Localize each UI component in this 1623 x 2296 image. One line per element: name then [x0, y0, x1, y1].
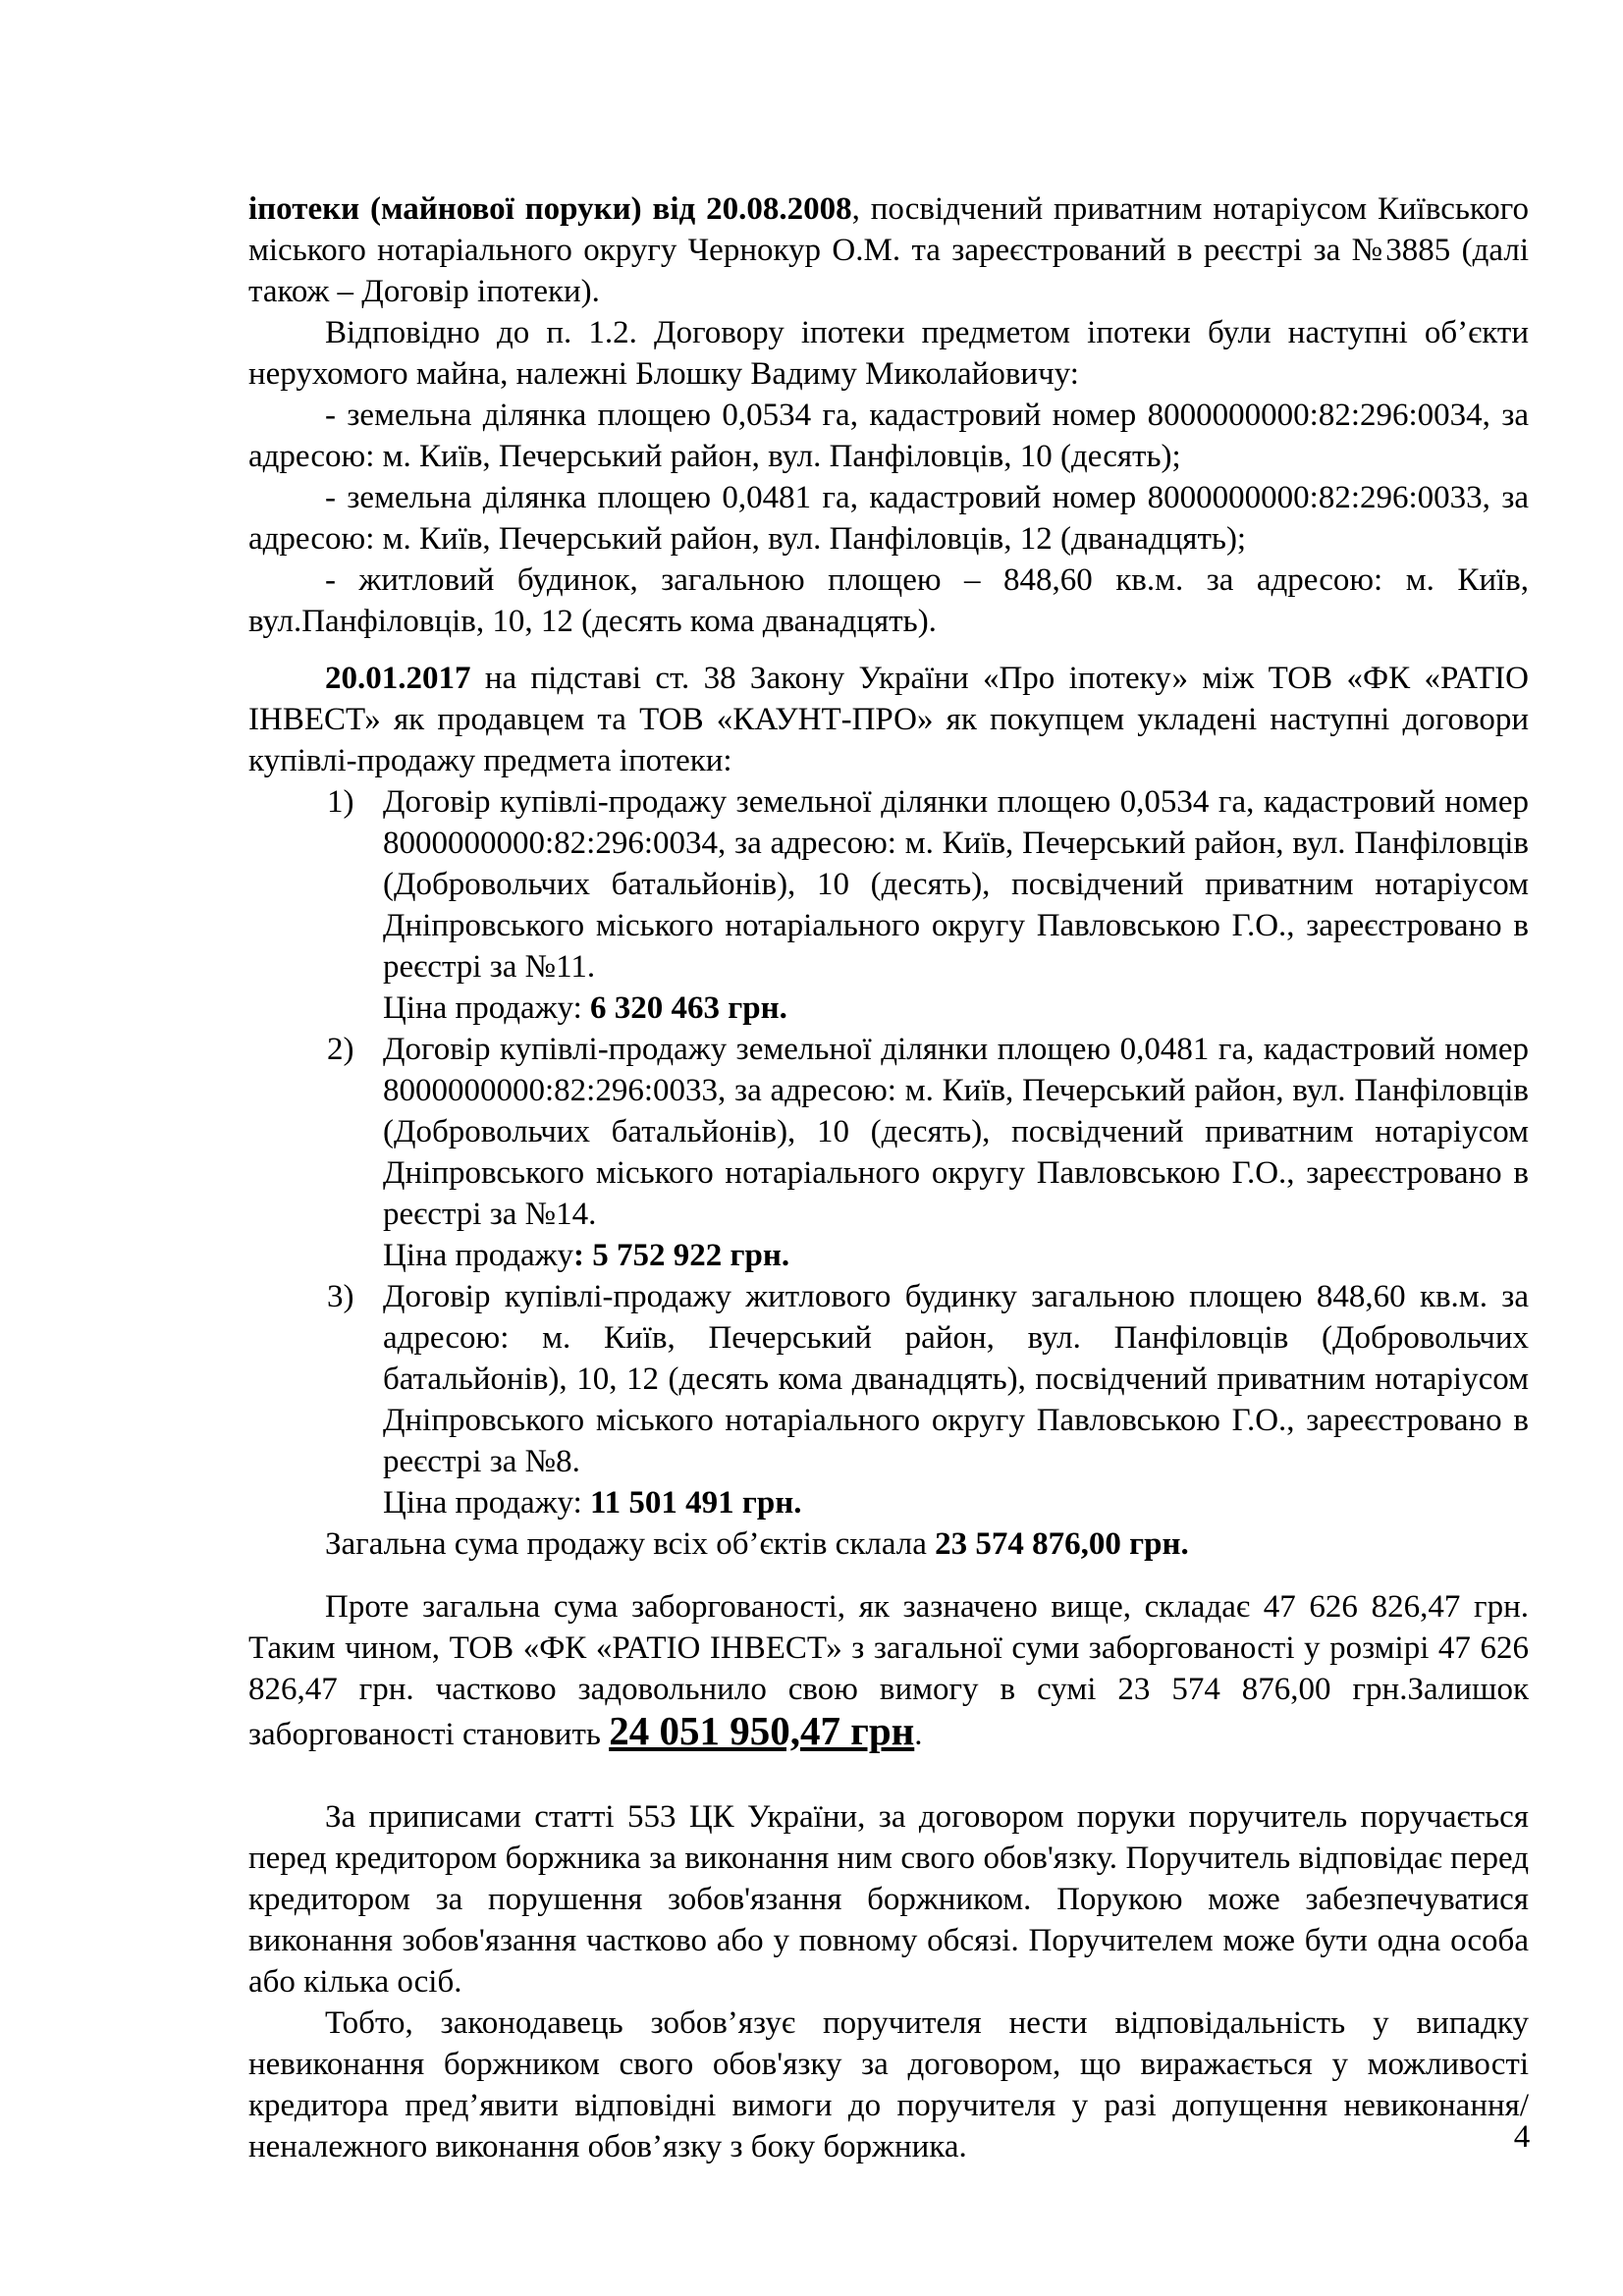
- price-value-2: : 5 752 922 грн.: [573, 1238, 790, 1273]
- contract-item-1-text: Договір купівлі-продажу земельної ділянки площею 0,0534 га, кадастровий номер 8000000000:82:296:0034, за адресою: м. Київ, Печерський район, вул. Панфіловців (Добровольчих батальйонів), 10 (десять), посвідчений приватним нотаріусом Дніпровського міського нотаріального округу Павловською Г.О., зареєстровано в реєстрі за №11.: [383, 784, 1529, 985]
- price-label-2: Ціна продажу: [383, 1238, 574, 1273]
- paragraph-sale-contracts-intro: [248, 658, 1529, 781]
- list-marker-1: 1): [327, 784, 354, 820]
- price-label-1: Ціна продажу:: [383, 990, 590, 1026]
- total-sum-value: 23 574 876,00 грн.: [935, 1526, 1189, 1562]
- debt-balance-highlight: 24 051 950,47 грн: [609, 1708, 915, 1753]
- bold-run-agreement-date: іпотеки (майнової поруки) від 20.08.2008: [248, 191, 852, 227]
- bold-run-contracts-date: 20.01.2017: [325, 661, 471, 696]
- contract-item-3-price: [383, 1482, 1529, 1523]
- text-run-debt-part2: .: [914, 1717, 923, 1752]
- paragraph-mortgage-agreement: [248, 188, 1529, 312]
- price-value-1: 6 320 463 грн.: [590, 990, 787, 1026]
- contract-item-2-price: [383, 1235, 1529, 1276]
- page-number: 4: [1513, 2119, 1531, 2155]
- price-label-3: Ціна продажу:: [383, 1485, 590, 1521]
- paragraph-article-553: За приписами статті 553 ЦК України, за договором поруки поручитель поручається перед кредитором боржника за виконання ним свого обов'язку. Поручитель відповідає перед кредитором за порушення зобов'язання боржником. Порукою може забезпечуватися виконання зобов'язання частково або у повному обсязі. Поручителем може бути одна особа або кілька осіб.: [248, 1799, 1529, 2000]
- paragraph-guarantor-liability: Тобто, законодавець зобов’язує поручителя нести відповідальність у випадку невиконання боржником свого обов'язку за договором, що виражається у можливості кредитора пред’явити відповідні вимоги до поручителя у разі допущення невиконання/неналежного виконання обов’язку з боку боржника.: [248, 2005, 1529, 2164]
- bullet-land-plot-0534: - земельна ділянка площею 0,0534 га, кадастровий номер 8000000000:82:296:0034, за адресою: м. Київ, Печерський район, вул. Панфіловців, 10 (десять);: [248, 398, 1529, 474]
- contract-item-2: [248, 1029, 1529, 1276]
- text-run-contracts-rest: на підставі ст. 38 Закону України «Про іпотеку» між ТОВ «ФК «РАТІО ІНВЕСТ» як продавцем та ТОВ «КАУНТ-ПРО» як покупцем укладені наступні договори купівлі-продажу предмета іпотеки:: [248, 661, 1529, 778]
- text-run-debt-part1: Проте загальна сума заборгованості, як зазначено вище, складає 47 626 826,47 грн. Таким чином, ТОВ «ФК «РАТІО ІНВЕСТ» з загальної суми заборгованості у розмірі 47 626 826,47 грн. частково задовольнило свою вимогу в сумі 23 574 876,00 грн.Залишок заборгованості становить: [248, 1589, 1529, 1752]
- contract-item-3-text: Договір купівлі-продажу житлового будинку загальною площею 848,60 кв.м. за адресою: м. Київ, Печерський район, вул. Панфіловців (Добровольчих батальйонів), 10, 12 (десять кома дванадцять), посвідчений приватним нотаріусом Дніпровського міського нотаріального округу Павловською Г.О., зареєстровано в реєстрі за №8.: [383, 1279, 1529, 1479]
- contract-item-1-price: [383, 988, 1529, 1029]
- price-value-3: 11 501 491 грн.: [590, 1485, 802, 1521]
- contract-item-3: [248, 1276, 1529, 1523]
- list-marker-2: 2): [327, 1032, 354, 1067]
- total-sum-line: [248, 1523, 1529, 1565]
- paragraph-mortgage-objects: Відповідно до п. 1.2. Договору іпотеки предметом іпотеки були наступні об’єкти нерухомого майна, належні Блошку Вадиму Миколайовичу:: [248, 315, 1529, 392]
- bullet-residential-house: - житловий будинок, загальною площею – 848,60 кв.м. за адресою: м. Київ, вул.Панфіловців, 10, 12 (десять кома дванадцять).: [248, 562, 1529, 639]
- list-marker-3: 3): [327, 1279, 354, 1314]
- paragraph-debt-balance: [248, 1586, 1529, 1755]
- bullet-land-plot-0481: - земельна ділянка площею 0,0481 га, кадастровий номер 8000000000:82:296:0033, за адресою: м. Київ, Печерський район, вул. Панфіловців, 12 (дванадцять);: [248, 480, 1529, 557]
- contract-item-1: [248, 781, 1529, 1029]
- total-sum-label: Загальна сума продажу всіх об’єктів склала: [325, 1526, 936, 1562]
- text-run-agreement-rest: , посвідчений приватним нотаріусом Київського міського нотаріального округу Чернокур О.М. та зареєстрований в реєстрі за №3885 (далі також – Договір іпотеки).: [248, 191, 1529, 309]
- contract-item-2-text: Договір купівлі-продажу земельної ділянки площею 0,0481 га, кадастровий номер 8000000000:82:296:0033, за адресою: м. Київ, Печерський район, вул. Панфіловців (Добровольчих батальйонів), 10 (десять), посвідчений приватним нотаріусом Дніпровського міського нотаріального округу Павловською Г.О., зареєстровано в реєстрі за №14.: [383, 1032, 1529, 1232]
